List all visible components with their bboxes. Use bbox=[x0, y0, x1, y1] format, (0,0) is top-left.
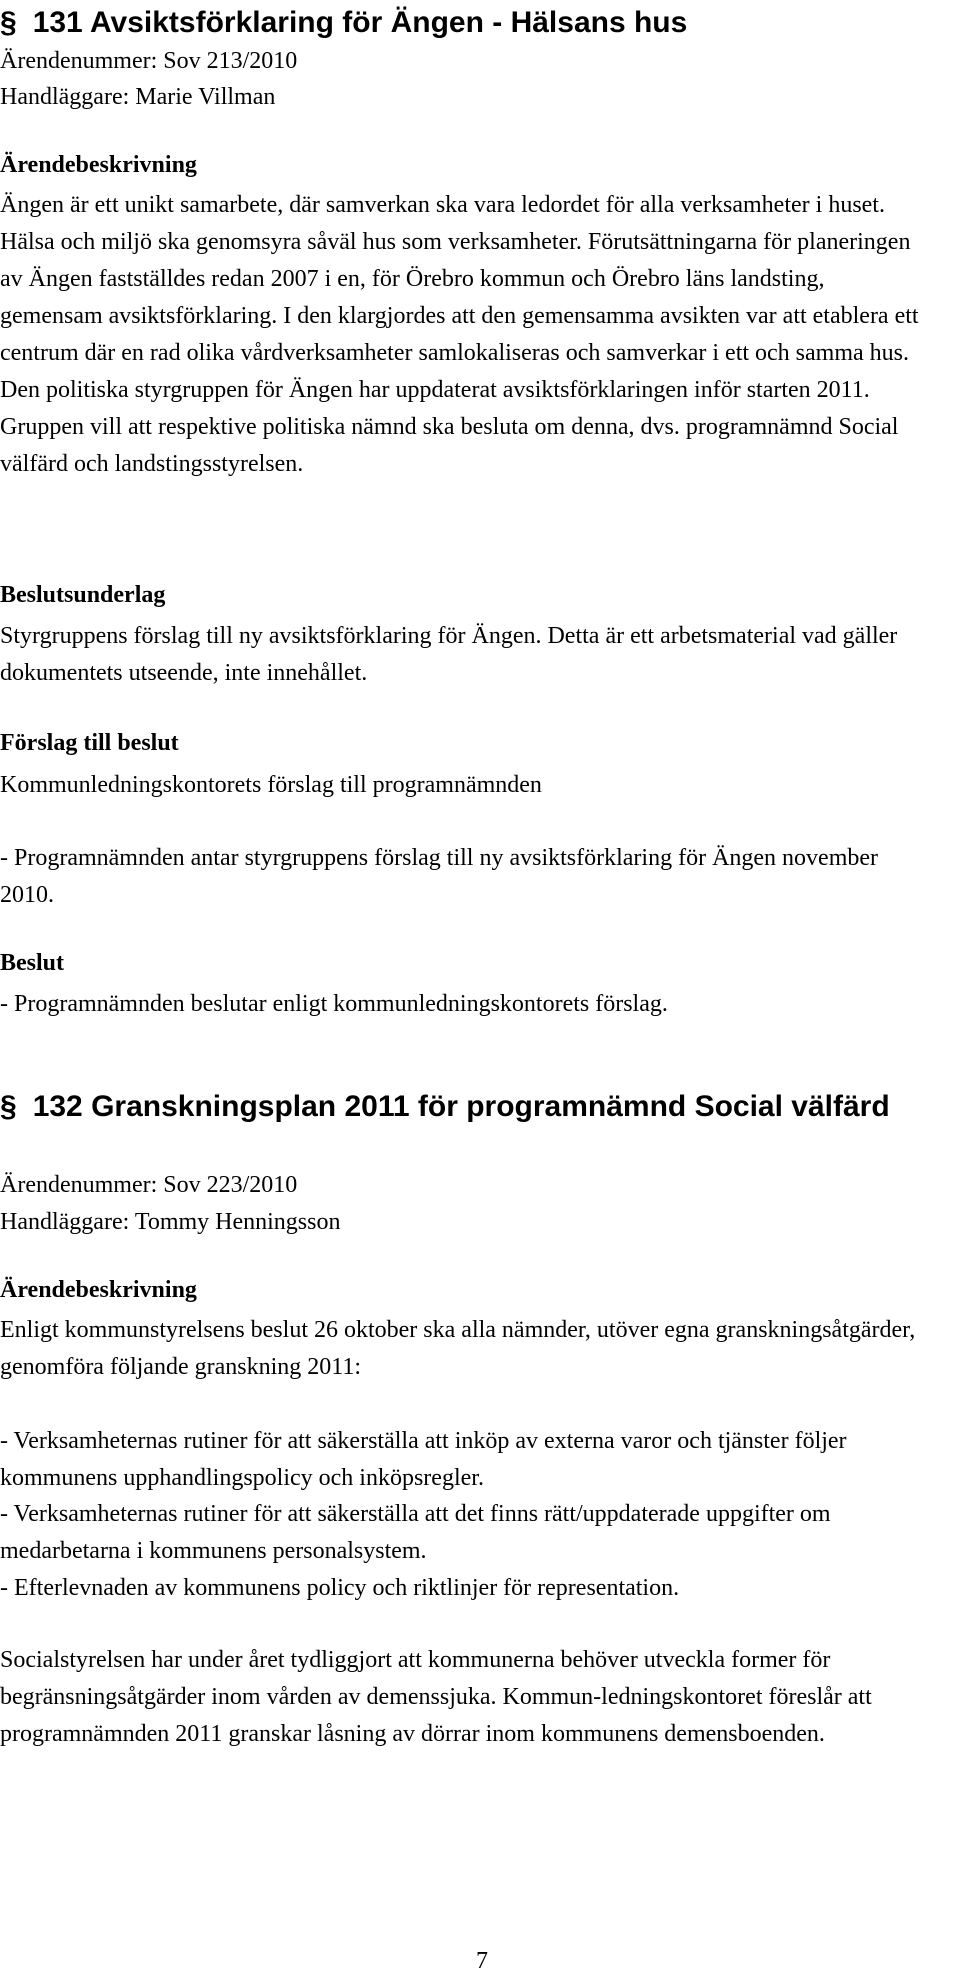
section-131-handler: Handläggare: Marie Villman bbox=[0, 84, 276, 110]
section-132-heading bbox=[0, 1088, 940, 1126]
section-131-basis: Styrgruppens förslag till ny avsiktsförklaring för Ängen. Detta är ett arbetsmaterial vad gäller dokumentets utseende, inte innehållet. bbox=[0, 623, 898, 686]
section-132-description-heading: Ärendebeskrivning bbox=[0, 1277, 197, 1303]
section-131-decision: - Programnämnden beslutar enligt kommunledningskontorets förslag. bbox=[0, 991, 668, 1017]
section-131-proposal-heading: Förslag till beslut bbox=[0, 730, 179, 756]
section-132-item-1: - Verksamheternas rutiner för att säkerställa att inköp av externa varor och tjänster följer kommunens upphandlingspolicy och inköpsregler. bbox=[0, 1428, 847, 1491]
section-132-case-number: Ärendenummer: Sov 223/2010 bbox=[0, 1172, 298, 1198]
paragraph-mark: § bbox=[0, 1090, 17, 1123]
section-131-heading bbox=[0, 4, 940, 42]
section-132-handler: Handläggare: Tommy Henningsson bbox=[0, 1209, 341, 1235]
section-131-description-heading: Ärendebeskrivning bbox=[0, 152, 197, 178]
page-number: 7 bbox=[476, 1948, 488, 1974]
section-132-item-3: - Efterlevnaden av kommunens policy och riktlinjer för representation. bbox=[0, 1575, 680, 1601]
section-132-closing: Socialstyrelsen har under året tydliggjort att kommunerna behöver utveckla former för begränsningsåtgärder inom vården av demenssjuka. Kommun-ledningskontoret föreslår att programnämnden 2011 granskar låsning av dörrar inom kommunens demensboenden. bbox=[0, 1647, 872, 1747]
paragraph-mark: § bbox=[0, 6, 17, 39]
section-132-description-intro: Enligt kommunstyrelsens beslut 26 oktober ska alla nämnder, utöver egna granskningsåtgärder, genomföra följande granskning 2011: bbox=[0, 1317, 916, 1380]
section-131-basis-heading: Beslutsunderlag bbox=[0, 582, 166, 608]
section-131-description: Ängen är ett unikt samarbete, där samverkan ska vara ledordet för alla verksamheter i huset. Hälsa och miljö ska genomsyra såväl hus som verksamheter. Förutsättningarna för planeringen av Ängen fastställdes redan 2007 i en, för Örebro kommun och Örebro läns landsting, gemensam avsiktsförklaring. I den klargjordes att den gemensamma avsikten var att etablera ett centrum där en rad olika vårdverksamheter samlokaliseras och samverkar i ett och samma hus. Den politiska styrgruppen för Ängen har uppdaterat avsiktsförklaringen inför starten 2011. Gruppen vill att respektive politiska nämnd ska besluta om denna, dvs. programnämnd Social välfärd och landstingsstyrelsen. bbox=[0, 192, 919, 477]
section-131-case-number: Ärendenummer: Sov 213/2010 bbox=[0, 48, 298, 74]
section-132-item-2: - Verksamheternas rutiner för att säkerställa att det finns rätt/uppdaterade uppgifter om medarbetarna i kommunens personalsystem. bbox=[0, 1501, 831, 1564]
section-131-decision-heading: Beslut bbox=[0, 950, 65, 976]
section-131-proposal-intro: Kommunledningskontorets förslag till programnämnden bbox=[0, 772, 542, 798]
section-131-title: 131 Avsiktsförklaring för Ängen - Hälsans hus bbox=[32, 6, 688, 39]
section-131-proposal-item: - Programnämnden antar styrgruppens förslag till ny avsiktsförklaring för Ängen november 2010. bbox=[0, 845, 879, 908]
section-132-title: 132 Granskningsplan 2011 för programnämnd Social välfärd bbox=[32, 1090, 890, 1123]
